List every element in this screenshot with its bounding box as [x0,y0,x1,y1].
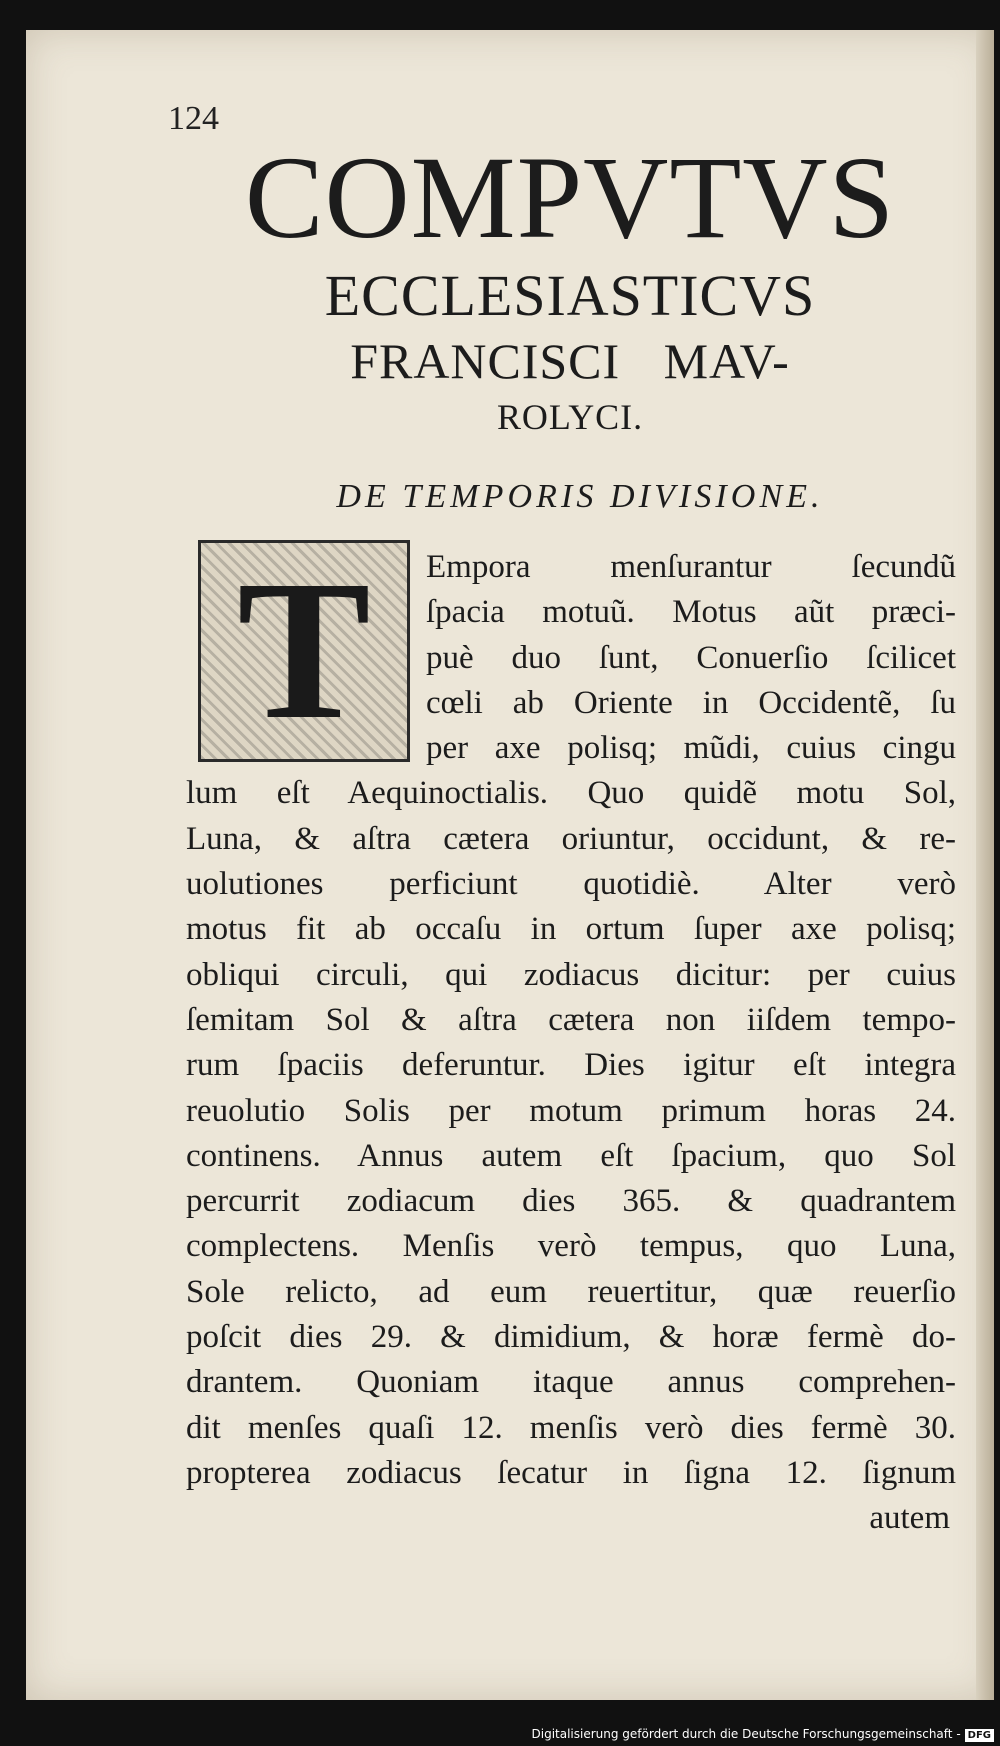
footer-text: Digitalisierung gefördert durch die Deutsche Forschungsgemeinschaft - [531,1727,961,1741]
initial-letter: T [237,540,371,761]
text-line: continens. Annus autem eſt ſpacium, quo Sol [186,1137,956,1174]
text-line: motus fit ab occaſu in ortum ſuper axe polisq; [186,911,956,948]
text-line: puè duo ſunt, Conuerſio ſcilicet [426,639,956,676]
text-line: Empora menſurantur ſecundũ [426,549,956,585]
text-line: complectens. Menſis verò tempus, quo Luna, [186,1228,956,1265]
title-line-1: COMPVTVS [244,132,896,263]
page-edge [976,30,994,1700]
title-line-4: ROLYCI. [496,397,644,437]
text-line: dit menſes quaſi 12. menſis verò dies fermè 30. [186,1409,956,1446]
section-heading: DE TEMPORIS DIVISIONE. [336,478,824,515]
text-line: ſemitam Sol & aſtra cætera non iiſdem tempo- [186,1001,956,1038]
text-line: poſcit dies 29. & dimidium, & horæ fermè do- [186,1319,956,1356]
text-line: drantem. Quoniam itaque annus comprehen- [186,1364,956,1401]
title-line-2: ECCLESIASTICVS [324,263,816,328]
catchword: autem [869,1500,950,1537]
text-line: Sole relicto, ad eum reuertitur, quæ reuerſio [186,1273,956,1310]
text-line: uolutiones perficiunt quotidiè. Alter verò [186,866,956,903]
page-number: 124 [168,100,219,137]
text-line: cœli ab Oriente in Occidentẽ, ſu [426,684,956,721]
text-line: propterea zodiacus ſecatur in ſigna 12. ſignum [186,1454,956,1491]
text-line: Luna, & aſtra cætera oriuntur, occidunt, & re- [186,820,956,857]
text-line: rum ſpaciis deferuntur. Dies igitur eſt integra [186,1047,956,1084]
digitization-footer [532,1727,995,1742]
text-line: per axe polisq; mũdi, cuius cingu [426,730,956,767]
text-line: obliqui circuli, qui zodiacus dicitur: per cuius [186,956,956,993]
title-line-3: FRANCISCI MAV- [350,333,790,389]
text-line: reuolutio Solis per motum primum horas 24. [186,1092,956,1129]
dfg-logo: DFG [965,1729,994,1742]
title-block [180,132,960,442]
body-text [186,540,956,1542]
text-line: lum eſt Aequinoctialis. Quo quidẽ motu Sol, [186,775,956,812]
text-line: percurrit zodiacum dies 365. & quadrantem [186,1183,956,1220]
text-line: ſpacia motuũ. Motus aũt præci- [426,594,956,631]
